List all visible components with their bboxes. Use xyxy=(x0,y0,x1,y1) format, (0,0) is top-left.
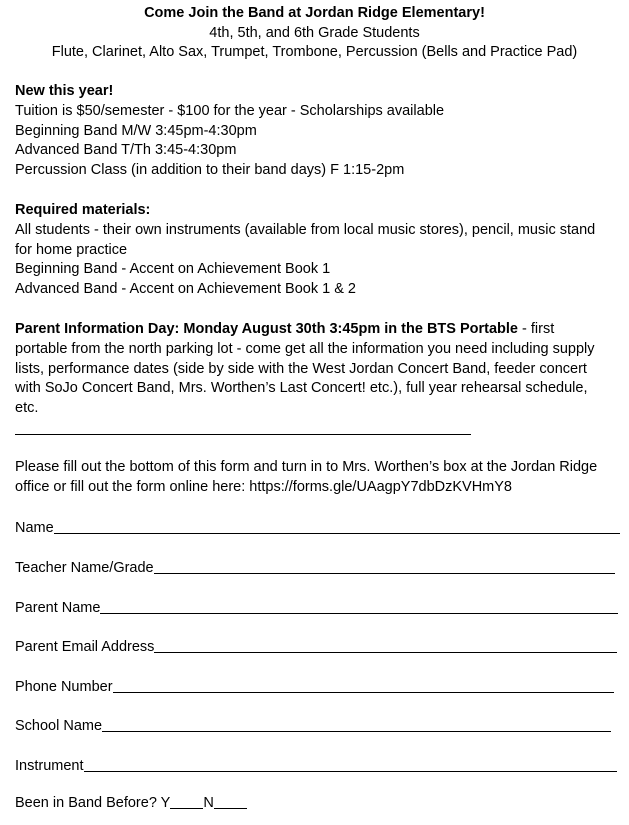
band-before-field[interactable] xyxy=(15,792,247,812)
tuition-line: Tuition is $50/semester - $100 for the year - Scholarships available xyxy=(15,102,445,119)
parent-email-blank[interactable] xyxy=(154,636,617,653)
instrument-label: Instrument xyxy=(15,758,84,774)
section-divider xyxy=(15,434,471,435)
beginning-band-book: Beginning Band - Accent on Achievement Book 1 xyxy=(15,261,331,278)
instructions-line: office or fill out the form online here: https://forms.gle/UAagpY7dbDzKVHmY8 xyxy=(15,478,513,495)
parent-email-field[interactable] xyxy=(15,634,617,656)
parent-day-line: portable from the north parking lot - come get all the information you need including supply xyxy=(15,340,595,357)
parent-day-line: lists, performance dates (side by side with the West Jordan Concert Band, feeder concert xyxy=(15,360,587,377)
no-blank[interactable] xyxy=(214,792,247,809)
parent-name-field[interactable] xyxy=(15,595,618,617)
no-label: N xyxy=(203,795,214,811)
advanced-band-schedule: Advanced Band T/Th 3:45-4:30pm xyxy=(15,142,237,159)
parent-day-section xyxy=(15,320,620,419)
materials-line: All students - their own instruments (available from local music stores), pencil, music stand xyxy=(15,221,596,238)
percussion-class-schedule: Percussion Class (in addition to their band days) F 1:15-2pm xyxy=(15,162,405,179)
instructions-line: Please fill out the bottom of this form and turn in to Mrs. Worthen’s box at the Jordan Ridge xyxy=(15,459,598,475)
name-label: Name xyxy=(15,520,54,536)
advanced-band-book: Advanced Band - Accent on Achievement Book 1 & 2 xyxy=(15,281,356,298)
materials-line: for home practice xyxy=(15,241,128,258)
school-name-label: School Name xyxy=(15,718,103,734)
materials-section xyxy=(15,201,620,300)
teacher-grade-blank[interactable] xyxy=(154,557,615,574)
parent-name-label: Parent Name xyxy=(15,600,101,616)
parent-day-line: etc. xyxy=(15,400,39,417)
teacher-grade-label: Teacher Name/Grade xyxy=(15,560,154,576)
instrument-blank[interactable] xyxy=(84,755,618,772)
name-field[interactable] xyxy=(15,515,620,537)
parent-day-heading: Parent Information Day: Monday August 30th 3:45pm in the BTS Portable xyxy=(15,321,518,337)
instructions-section xyxy=(15,458,620,498)
teacher-grade-field[interactable] xyxy=(15,555,615,577)
beginning-band-schedule: Beginning Band M/W 3:45pm-4:30pm xyxy=(15,122,257,139)
school-name-blank[interactable] xyxy=(102,715,611,732)
band-before-label: Been in Band Before? Y xyxy=(15,795,171,811)
name-blank[interactable] xyxy=(54,517,620,534)
phone-number-label: Phone Number xyxy=(15,679,113,695)
phone-number-field[interactable] xyxy=(15,674,614,696)
new-this-year-section xyxy=(15,82,620,181)
parent-name-blank[interactable] xyxy=(100,597,618,614)
parent-day-line xyxy=(15,320,620,340)
flyer-header xyxy=(0,4,629,63)
yes-blank[interactable] xyxy=(170,792,203,809)
grades-line: 4th, 5th, and 6th Grade Students xyxy=(209,24,420,41)
instrument-field[interactable] xyxy=(15,753,617,775)
phone-number-blank[interactable] xyxy=(113,676,614,693)
parent-email-label: Parent Email Address xyxy=(15,639,155,655)
flyer-title: Come Join the Band at Jordan Ridge Elementary! xyxy=(144,5,485,21)
school-name-field[interactable] xyxy=(15,713,611,735)
new-this-year-heading: New this year! xyxy=(15,83,114,99)
parent-day-line-rest: - first xyxy=(518,321,555,337)
parent-day-line: with SoJo Concert Band, Mrs. Worthen’s Last Concert! etc.), full year rehearsal schedule, xyxy=(15,380,588,397)
materials-heading: Required materials: xyxy=(15,202,151,218)
instruments-line: Flute, Clarinet, Alto Sax, Trumpet, Trombone, Percussion (Bells and Practice Pad) xyxy=(51,44,578,60)
